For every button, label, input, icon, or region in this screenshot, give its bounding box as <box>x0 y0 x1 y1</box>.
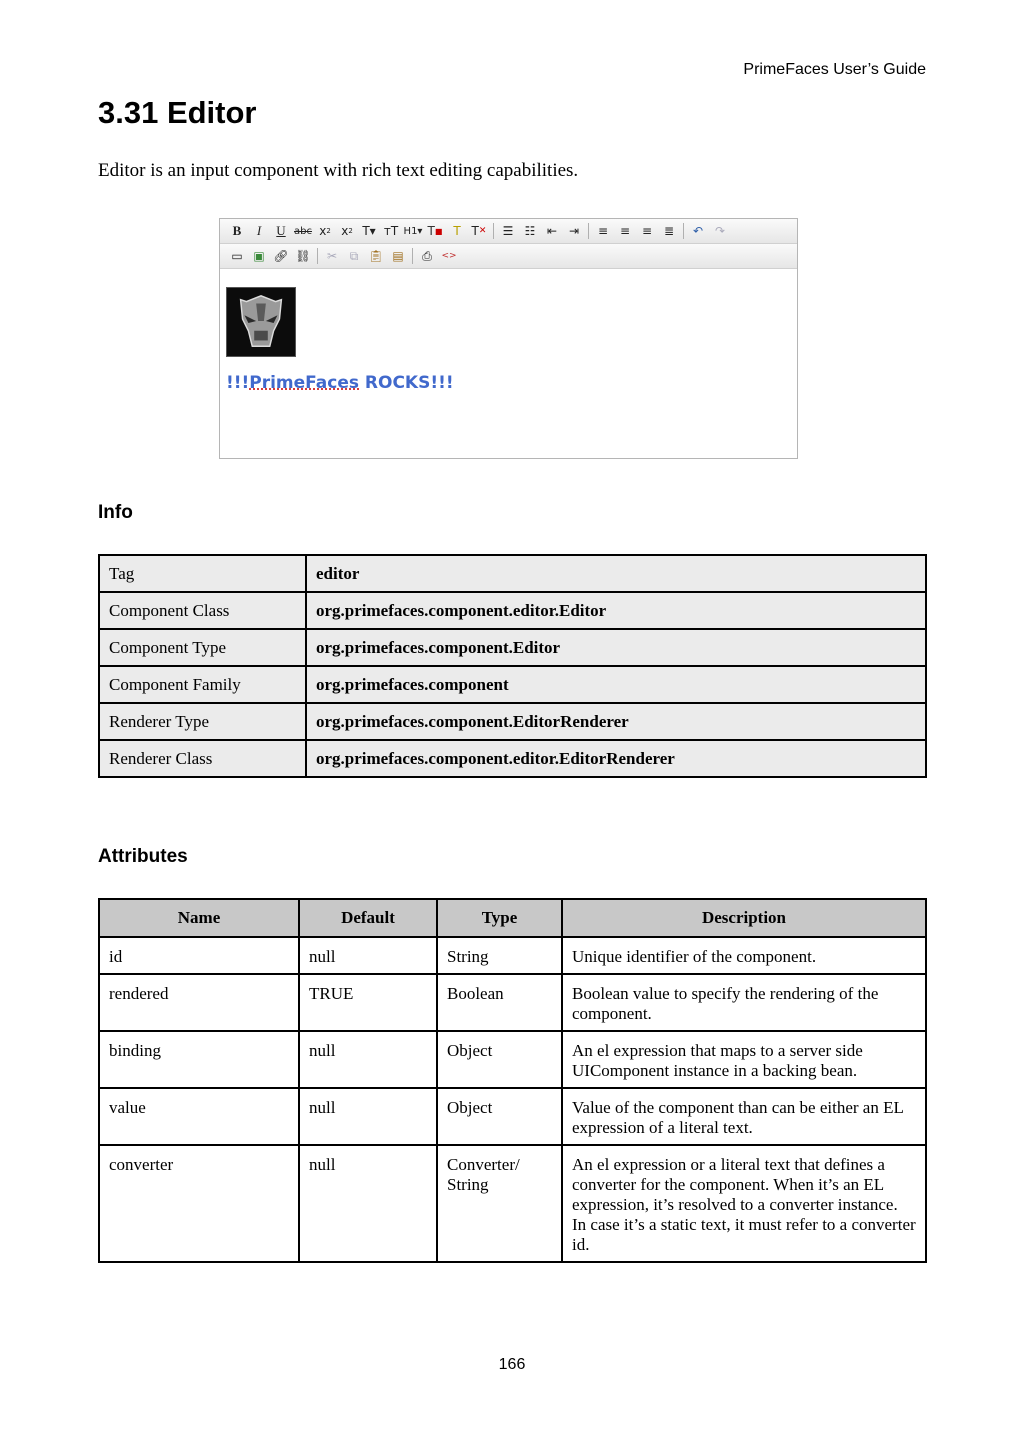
table-row <box>99 592 926 629</box>
justify-icon[interactable]: ≣ <box>663 224 675 238</box>
attr-type: Boolean <box>437 974 562 1031</box>
subscript-icon[interactable]: x 2 <box>319 224 331 238</box>
attr-name: value <box>99 1088 299 1145</box>
table-row <box>99 740 926 777</box>
heading-icon[interactable]: H1▾ <box>403 225 423 237</box>
section-title: 3.31 Editor <box>98 95 257 130</box>
table-header-row <box>99 899 926 937</box>
attr-type: Object <box>437 1031 562 1088</box>
bullet-list-icon[interactable]: ☰ <box>502 224 514 238</box>
info-value: editor <box>306 555 926 592</box>
info-heading: Info <box>98 502 133 523</box>
attr-type: String <box>437 937 562 974</box>
attr-type: Object <box>437 1088 562 1145</box>
column-header-description: Description <box>562 899 926 937</box>
info-value: org.primefaces.component.editor.EditorRenderer <box>306 740 926 777</box>
attr-default: null <box>299 1088 437 1145</box>
cut-icon[interactable]: ✂ <box>326 249 338 263</box>
table-row <box>99 1031 926 1088</box>
font-size-icon[interactable]: тT <box>383 224 399 238</box>
remove-format-icon[interactable]: T ✕ <box>471 224 487 238</box>
info-label: Renderer Type <box>99 703 306 740</box>
paste-icon[interactable]: 📋︎ <box>368 249 384 263</box>
table-row <box>99 937 926 974</box>
align-center-icon[interactable]: ≡ <box>619 224 631 238</box>
redo-icon[interactable]: ↷ <box>714 224 726 238</box>
info-label: Component Family <box>99 666 306 703</box>
column-header-default: Default <box>299 899 437 937</box>
editor-toolbar-row-1 <box>220 219 797 244</box>
attr-description: An el expression that maps to a server side UIComponent instance in a backing bean. <box>562 1031 926 1088</box>
align-right-icon[interactable]: ≡ <box>641 224 653 238</box>
autobot-logo-image <box>226 287 296 357</box>
info-value: org.primefaces.component.EditorRenderer <box>306 703 926 740</box>
indent-icon[interactable]: ⇥ <box>568 224 580 238</box>
paste-text-icon[interactable]: ▤ <box>392 249 404 263</box>
outdent-icon[interactable]: ⇤ <box>546 224 558 238</box>
underline-icon[interactable]: U <box>276 223 286 238</box>
intro-paragraph: Editor is an input component with rich text editing capabilities. <box>98 160 579 181</box>
copy-icon[interactable]: ⧉ <box>349 248 359 263</box>
table-row <box>99 1145 926 1262</box>
editor-content-text: !!!PrimeFaces ROCKS!!! <box>226 373 454 393</box>
undo-icon[interactable]: ↶ <box>692 224 704 238</box>
info-value: org.primefaces.component <box>306 666 926 703</box>
table-row <box>99 974 926 1031</box>
attr-description: Unique identifier of the component. <box>562 937 926 974</box>
editor-toolbar-row-2 <box>220 244 797 269</box>
table-row <box>99 1088 926 1145</box>
info-value: org.primefaces.component.editor.Editor <box>306 592 926 629</box>
guide-title: PrimeFaces User’s Guide <box>743 61 926 78</box>
highlight-icon[interactable]: T <box>453 224 461 238</box>
italic-icon[interactable]: I <box>256 223 262 238</box>
unlink-icon[interactable]: ⛓ <box>295 249 311 263</box>
rule-icon[interactable]: ▭ <box>231 249 243 263</box>
attr-type: Converter/ String <box>437 1145 562 1262</box>
column-header-name: Name <box>99 899 299 937</box>
source-icon[interactable]: <> <box>441 251 457 261</box>
attr-description: Boolean value to specify the rendering of the component. <box>562 974 926 1031</box>
info-label: Component Class <box>99 592 306 629</box>
superscript-icon[interactable]: x 2 <box>341 224 353 238</box>
column-header-type: Type <box>437 899 562 937</box>
font-icon[interactable]: T▾ <box>362 224 376 238</box>
attr-name: rendered <box>99 974 299 1031</box>
table-row <box>99 555 926 592</box>
table-row <box>99 703 926 740</box>
attr-default: null <box>299 937 437 974</box>
info-label: Component Type <box>99 629 306 666</box>
info-label: Renderer Class <box>99 740 306 777</box>
attributes-table <box>98 898 927 1263</box>
attr-default: null <box>299 1031 437 1088</box>
page-number: 166 <box>498 1356 526 1373</box>
attr-default: null <box>299 1145 437 1262</box>
info-label: Tag <box>99 555 306 592</box>
print-icon[interactable]: ⎙ <box>422 248 432 263</box>
numbered-list-icon[interactable]: ☷ <box>524 224 536 238</box>
editor-content-area[interactable] <box>220 269 797 459</box>
table-row <box>99 629 926 666</box>
bold-icon[interactable]: B <box>232 223 242 238</box>
attr-description: Value of the component than can be either an EL expression of a literal text. <box>562 1088 926 1145</box>
attr-description: An el expression or a literal text that defines a converter for the component. When it’s an EL expression, it’s resolved to a converter instance. In case it’s a static text, it must refer to a converter id. <box>562 1145 926 1262</box>
align-left-icon[interactable]: ≡ <box>597 224 609 238</box>
link-icon[interactable]: 🔗︎ <box>273 249 289 263</box>
image-icon[interactable]: ▣ <box>253 249 265 263</box>
attr-name: converter <box>99 1145 299 1262</box>
attr-name: id <box>99 937 299 974</box>
info-table <box>98 554 927 778</box>
editor-demo[interactable] <box>219 218 798 459</box>
attr-default: TRUE <box>299 974 437 1031</box>
strikethrough-icon[interactable]: abc <box>294 225 312 237</box>
attr-name: binding <box>99 1031 299 1088</box>
text-color-icon[interactable]: T ■ <box>427 224 443 238</box>
info-value: org.primefaces.component.Editor <box>306 629 926 666</box>
attributes-heading: Attributes <box>98 846 188 867</box>
table-row <box>99 666 926 703</box>
